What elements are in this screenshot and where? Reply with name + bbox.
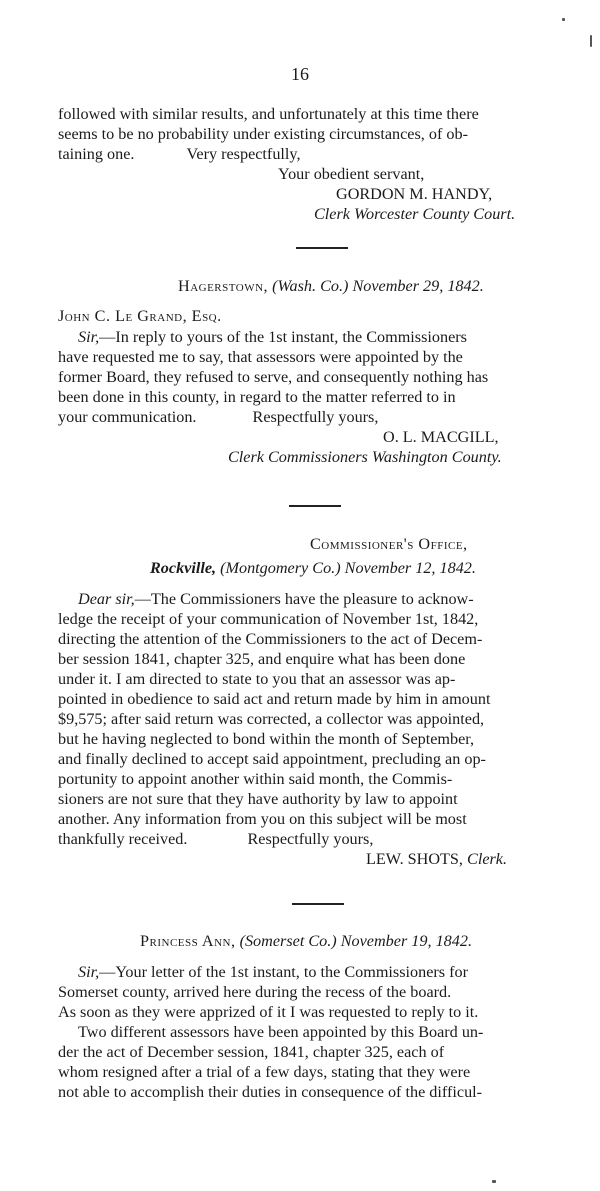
salutation: Dear sir, <box>78 590 135 608</box>
body-line: followed with similar results, and unfortunately at this time there <box>58 105 479 123</box>
dateline-hagerstown <box>178 276 578 296</box>
body-line: —The Commissioners have the pleasure to acknow- <box>134 590 474 608</box>
body-line: Two different assessors have been appointed by this Board un- <box>78 1023 484 1041</box>
body-line: and finally declined to accept said appointment, precluding an op- <box>58 750 486 768</box>
signer-title: Clerk Commissioners Washington County. <box>228 448 502 466</box>
office-heading: Commissioner's Office, <box>310 535 468 553</box>
place: Princess Ann, <box>140 932 236 950</box>
scan-mark <box>590 35 592 47</box>
body-line: under it. I am directed to state to you that an assessor was ap- <box>58 670 456 688</box>
body-line: seems to be no probability under existing circumstances, of ob- <box>58 125 468 143</box>
body-line: —Your letter of the 1st instant, to the Commissioners for <box>99 963 468 981</box>
body-line: not able to accomplish their duties in consequence of the difficul- <box>58 1083 483 1101</box>
body-line: pointed in obedience to said act and return made by him in amount <box>58 690 491 708</box>
date: November 29, 1842. <box>352 277 484 295</box>
signer-title: Clerk. <box>467 850 508 868</box>
signature-rockville <box>366 849 576 869</box>
letter-hagerstown-body <box>58 327 568 427</box>
body-line: taining one. <box>58 145 135 163</box>
scan-mark <box>562 18 565 21</box>
letter-rockville-body <box>58 589 568 849</box>
closing: Very respectfully, <box>186 145 301 163</box>
body-line: thankfully received. <box>58 830 188 848</box>
letter-princess-ann-body <box>58 962 568 1102</box>
closing-line <box>58 829 568 849</box>
closing-line <box>58 407 568 427</box>
date: November 19, 1842. <box>340 932 473 950</box>
closing-servant: Your obedient servant, <box>278 165 425 183</box>
body-line: portunity to appoint another within said month, the Commis- <box>58 770 453 788</box>
body-line: ber session 1841, chapter 325, and enquire what has been done <box>58 650 466 668</box>
section-divider <box>296 247 348 249</box>
signer-name: LEW. SHOTS, <box>366 850 463 868</box>
body-line: ledge the receipt of your communication of November 1st, 1842, <box>58 610 479 628</box>
county: (Montgomery Co.) <box>220 559 341 577</box>
body-line: been done in this county, in regard to the matter referred to in <box>58 388 456 406</box>
dateline-princess-ann <box>140 931 580 951</box>
body-line: another. Any information from you on this subject will be most <box>58 810 467 828</box>
county: (Wash. Co.) <box>272 277 349 295</box>
county: (Somerset Co.) <box>239 932 337 950</box>
section-divider <box>289 505 341 507</box>
body-line: As soon as they were apprized of it I was requested to reply to it. <box>58 1003 479 1021</box>
body-line: have requested me to say, that assessors were appointed by the <box>58 348 463 366</box>
closing-line <box>58 144 568 164</box>
salutation: Sir, <box>78 328 100 346</box>
scan-mark <box>492 1180 496 1183</box>
body-line: $9,575; after said return was corrected, a collector was appointed, <box>58 710 485 728</box>
place: Hagerstown, <box>178 277 269 295</box>
body-line-first <box>58 589 568 609</box>
page-number: 16 <box>291 64 309 84</box>
body-line: —In reply to yours of the 1st instant, the Commissioners <box>99 328 467 346</box>
body-line: former Board, they refused to serve, and consequently nothing has <box>58 368 489 386</box>
body-line: but he having neglected to bond within the month of September, <box>58 730 475 748</box>
salutation: Sir, <box>78 963 100 981</box>
body-line: your communication. <box>58 408 197 426</box>
addressee: John C. Le Grand, Esq. <box>58 307 222 325</box>
signer-name: O. L. MACGILL, <box>383 428 499 446</box>
date: November 12, 1842. <box>344 559 476 577</box>
signer-name: GORDON M. HANDY, <box>336 185 493 203</box>
body-line: sioners are not sure that they have authority by law to appoint <box>58 790 458 808</box>
signer-title: Clerk Worcester County Court. <box>314 205 516 223</box>
closing: Respectfully yours, <box>247 830 374 848</box>
body-line: whom resigned after a trial of a few days, stating that they were <box>58 1063 471 1081</box>
closing: Respectfully yours, <box>252 408 379 426</box>
body-line-first <box>58 327 568 347</box>
letter-worcester <box>58 104 568 164</box>
section-divider <box>292 903 344 905</box>
dateline-rockville <box>150 558 570 578</box>
body-line-first <box>58 962 568 982</box>
body-line: directing the attention of the Commissioners to the act of Decem- <box>58 630 483 648</box>
body-line: der the act of December session, 1841, chapter 325, each of <box>58 1043 445 1061</box>
body-line: Somerset county, arrived here during the recess of the board. <box>58 983 452 1001</box>
place: Rockville, <box>150 559 217 577</box>
